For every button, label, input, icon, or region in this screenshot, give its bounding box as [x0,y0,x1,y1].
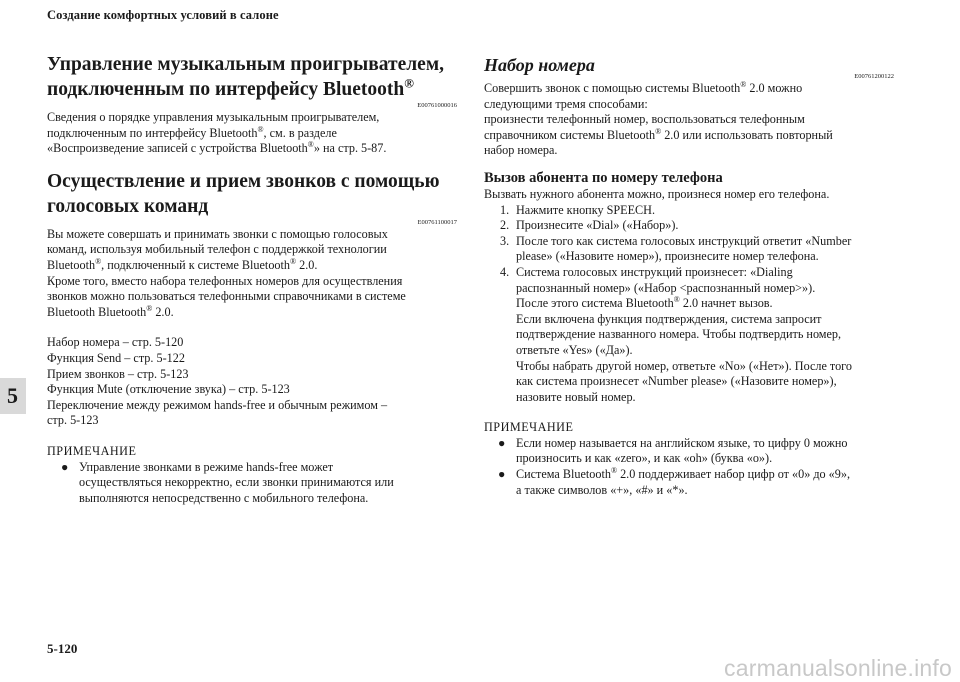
paragraph [47,305,457,321]
reference-line: Переключение между режимом hands-free и обычным режимом – [47,397,388,412]
text: 2.0. [296,257,318,272]
text: 2.0 поддерживает набор цифр от «0» до «9», [617,467,851,482]
paragraph: команд, используя мобильный телефон с поддержкой технологии [47,242,387,257]
paragraph [47,258,457,274]
note-bullet [484,436,894,467]
step-text: После того как система голосовых инструкций ответит «Number [516,233,852,248]
paragraph: звонков можно пользоваться телефонными справочниками в системе [47,289,406,304]
reference-line: Функция Mute (отключение звука) – стр. 5-123 [47,382,290,397]
step-text: ответьте «Yes» («Да»). [516,342,633,357]
reference-line: стр. 5-123 [47,413,99,428]
section-tab-number: 5 [7,383,18,408]
page-number: 5-120 [47,641,78,656]
step-item [484,218,894,234]
text: , подключенный к системе Bluetooth [101,257,290,272]
heading-line: Осуществление и прием звонков с помощью [47,170,440,192]
note-line: а также символов «+», «#» и «*». [516,482,688,497]
watermark: carmanualsonline.info [724,655,952,681]
reference-line: Функция Send – стр. 5-122 [47,350,185,365]
step-text: назовите новый номер. [516,389,636,404]
step-text: как система произнесет «Number please» («Назовите номер»), [516,374,837,389]
step-text: Если включена функция подтверждения, система запросит [516,311,822,326]
heading-line: голосовых команд [47,195,209,217]
note-line: произносить и как «zero», и как «oh» (буква «o»). [516,451,773,466]
paragraph: Сведения о порядке управления музыкальным проигрывателем, [47,110,380,124]
text: 2.0. [152,304,174,319]
step-number: 3. [500,233,510,248]
text: подключенным по интерфейсу Bluetooth [47,125,258,140]
bullet-icon: ● [61,459,69,474]
text: «Воспроизведение записей с устройства Bluetooth [47,141,308,156]
text: 2.0 или использовать повторный [661,127,833,142]
heading-dial-number: Набор номера [484,55,595,75]
text: Bluetooth Bluetooth [47,304,147,319]
step-number: 2. [500,218,510,233]
paragraph [47,126,457,142]
text: справочником системы Bluetooth [484,127,656,142]
note-block [47,444,457,506]
step-number: 1. [500,202,510,217]
heading-text: подключенным по интерфейсу Bluetooth [47,79,405,100]
step-text: распознанный номер» («Набор <распознанный номер>»). [516,280,816,295]
heading-voice-calls [47,169,457,219]
heading-music-player [47,52,457,102]
text: » на стр. 5-87. [313,141,387,156]
step-text: Чтобы набрать другой номер, ответьте «No» («Нет»). После того [516,358,852,373]
note-line: Если номер называется на английском языке, то цифру 0 можно [516,435,848,450]
section-code: E00761100017 [417,218,457,226]
heading-line [47,77,457,102]
text: После этого система Bluetooth [516,296,674,311]
section-code: E00761000016 [417,102,457,109]
registered-mark: ® [146,303,153,313]
heading-line: Управление музыкальным проигрывателем, [47,54,444,75]
right-column [484,54,894,498]
paragraph: набор номера. [484,143,558,158]
step-item [484,234,894,265]
paragraph [484,128,894,144]
heading-call-by-number: Вызов абонента по номеру телефона [484,169,723,186]
registered-mark: ® [740,79,747,89]
reference-line: Прием звонков – стр. 5-123 [47,366,189,381]
paragraph: Вызвать нужного абонента можно, произнеся номер его телефона. [484,186,830,201]
step-text: please» («Назовите номер»), произнесите номер телефона. [516,249,819,264]
note-line: выполняются непосредственно с мобильного телефона. [79,490,369,505]
step-text [516,296,894,312]
paragraph [484,81,894,97]
registered-mark: ® [289,256,297,266]
registered-mark: ® [610,466,618,475]
text: 2.0 можно [746,81,803,95]
text: Bluetooth [47,257,96,272]
page-header: Создание комфортных условий в салоне [47,8,279,22]
section-code: E00761200122 [854,73,894,80]
text: 2.0 начнет вызов. [679,296,773,311]
registered-mark: ® [257,124,264,134]
registered-mark: ® [95,256,102,266]
note-title: ПРИМЕЧАНИЕ [47,443,137,458]
step-item [484,265,894,405]
reference-line: Набор номера – стр. 5-120 [47,335,184,350]
note-bullet [47,460,457,507]
note-line: Управление звонками в режиме hands-free может [79,459,334,474]
step-text: подтверждение названного номера. Чтобы подтвердить номер, [516,327,842,342]
step-text: Произнесите «Dial» («Набор»). [516,218,679,233]
paragraph: Вы можете совершать и принимать звонки с помощью голосовых [47,226,388,241]
paragraph [47,141,457,157]
step-number: 4. [500,264,510,279]
text: , см. в разделе [263,125,337,140]
paragraph: произнести телефонный номер, воспользоваться телефонным [484,112,805,127]
registered-mark: ® [673,295,680,305]
registered-mark: ® [307,140,314,150]
left-column [47,52,457,506]
cross-references [47,335,457,429]
note-block [484,420,894,498]
bullet-icon: ● [498,467,506,482]
step-text: Система голосовых инструкций произнесет: «Dialing [516,264,793,279]
note-line [516,467,894,483]
registered-mark: ® [655,126,662,136]
step-item [484,203,894,219]
paragraph: следующими тремя способами: [484,96,648,111]
step-text: Нажмите кнопку SPEECH. [516,202,656,217]
text: Совершить звонок с помощью системы Bluetooth [484,81,741,95]
registered-mark: ® [404,75,414,91]
bullet-icon: ● [498,435,506,450]
paragraph: Кроме того, вместо набора телефонных номеров для осуществления [47,273,403,288]
note-title: ПРИМЕЧАНИЕ [484,420,574,435]
note-line: осуществляться некорректно, если звонки принимаются или [79,475,394,490]
note-bullet [484,467,894,498]
text: Система Bluetooth [516,467,611,482]
